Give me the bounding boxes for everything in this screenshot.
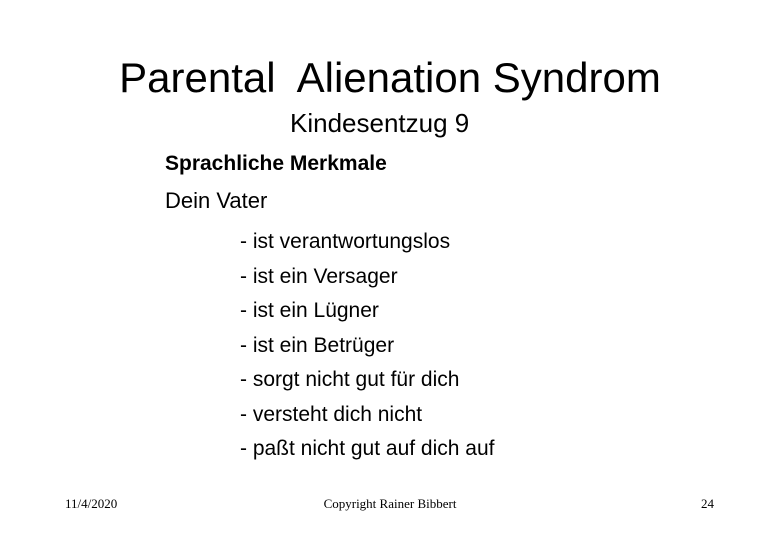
footer-date: 11/4/2020: [65, 496, 118, 511]
list-item: - ist ein Betrüger: [240, 333, 395, 357]
slide-subtitle: Kindesentzug 9: [290, 108, 470, 138]
footer-page-number: 24: [701, 496, 714, 511]
section-heading: Sprachliche Merkmale: [165, 152, 387, 175]
list-item: - ist verantwortungslos: [240, 230, 451, 253]
list-item: - sorgt nicht gut für dich: [240, 368, 460, 391]
list-item: - paßt nicht gut auf dich auf: [240, 437, 495, 460]
list-item: - ist ein Lügner: [240, 299, 379, 322]
list-item: - versteht dich nicht: [240, 402, 423, 426]
footer-copyright: Copyright Rainer Bibbert: [323, 496, 457, 511]
list-item: - ist ein Versager: [240, 264, 398, 288]
slide-title: Parental Alienation Syndrom: [119, 54, 661, 101]
lead-text: Dein Vater: [165, 188, 268, 213]
bullet-list: [240, 225, 494, 467]
